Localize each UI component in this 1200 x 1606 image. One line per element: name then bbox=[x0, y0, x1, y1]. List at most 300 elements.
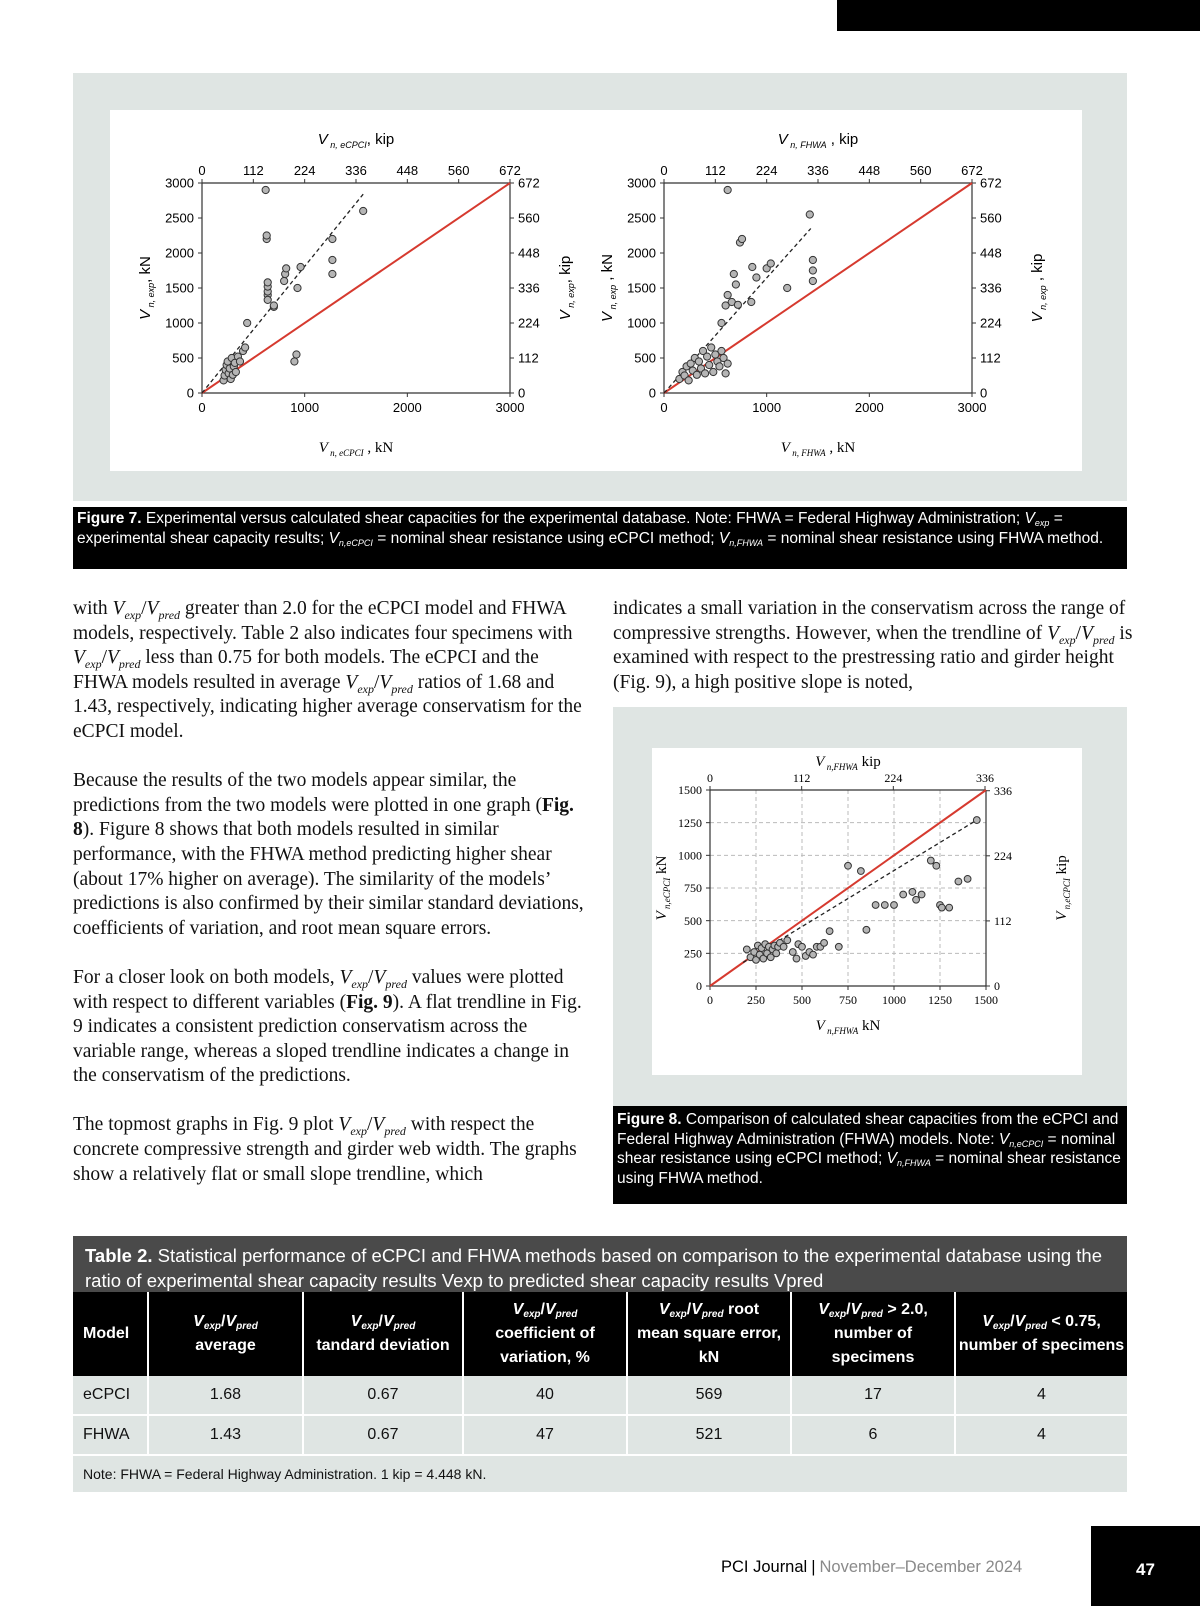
text: with bbox=[73, 598, 113, 619]
data-point bbox=[845, 862, 852, 869]
subscript: pred bbox=[236, 1321, 258, 1332]
page-number: 47 bbox=[1136, 1560, 1155, 1579]
data-point bbox=[821, 939, 828, 946]
subscript: pred bbox=[555, 1309, 578, 1320]
header-lt075 bbox=[955, 1292, 1127, 1376]
x-tick-label: 1250 bbox=[928, 993, 952, 1007]
text: average bbox=[195, 1337, 256, 1354]
data-point bbox=[973, 817, 980, 824]
table-2 bbox=[73, 1236, 1127, 1492]
cell-rmse: 569 bbox=[627, 1376, 791, 1415]
cell-gt2: 6 bbox=[791, 1415, 955, 1455]
symbol: V bbox=[1014, 1313, 1026, 1330]
y-tick-label: 2000 bbox=[165, 245, 194, 261]
axis-label-symbol: V bbox=[777, 131, 788, 148]
axis-label-unit: , kN bbox=[137, 256, 154, 283]
axis-label-subscript: n, exp bbox=[608, 284, 618, 312]
top-black-bar bbox=[837, 0, 1200, 31]
data-point bbox=[329, 270, 336, 277]
subscript: exp bbox=[992, 1321, 1011, 1332]
footer-separator: | bbox=[811, 1558, 816, 1576]
x2-tick-label: 0 bbox=[198, 163, 206, 178]
y2-tick-label: 560 bbox=[518, 210, 540, 226]
cell-model: FHWA bbox=[73, 1415, 148, 1455]
axis-label bbox=[815, 754, 880, 772]
data-point bbox=[767, 260, 774, 267]
subscript: exp bbox=[361, 1321, 379, 1332]
subscript: pred bbox=[1092, 632, 1115, 647]
text: tandard deviation bbox=[316, 1337, 450, 1354]
y-tick-label: 1500 bbox=[165, 280, 194, 296]
data-point bbox=[264, 296, 271, 303]
y-tick-label: 1250 bbox=[678, 815, 702, 830]
text: greater than 2.0 for the eCPCI model and FHWA models, respectively. Table 2 also indicates four specimens with bbox=[73, 598, 573, 644]
data-point bbox=[784, 937, 791, 944]
symbol: V bbox=[982, 1313, 993, 1330]
text: root bbox=[723, 1301, 760, 1318]
data-point bbox=[789, 949, 796, 956]
y-tick-label: 1000 bbox=[165, 315, 194, 331]
cell-average: 1.43 bbox=[148, 1415, 303, 1455]
subscript: exp bbox=[523, 1309, 541, 1320]
caption-subscript: n,FHWA bbox=[897, 1158, 931, 1168]
y-tick-label: 250 bbox=[684, 946, 702, 961]
data-point bbox=[933, 862, 940, 869]
figure-ref: Fig. 8 bbox=[73, 794, 574, 841]
x-tick-label: 3000 bbox=[957, 400, 987, 415]
subscript: pred bbox=[118, 657, 141, 672]
y-tick-label: 1000 bbox=[678, 848, 702, 863]
text: < 0.75, bbox=[1046, 1313, 1101, 1330]
axis-label bbox=[816, 1018, 881, 1036]
y-tick-label: 750 bbox=[684, 881, 702, 896]
caption-text: = nominal shear resistance using eCPCI method; bbox=[372, 529, 719, 547]
figure-7-label: Figure 7. bbox=[77, 510, 142, 527]
x2-tick-label: 336 bbox=[807, 163, 829, 178]
data-point bbox=[863, 926, 870, 933]
data-point bbox=[927, 857, 934, 864]
data-point bbox=[242, 344, 249, 351]
data-point bbox=[244, 319, 251, 326]
axis-label bbox=[654, 855, 672, 920]
data-point bbox=[701, 370, 708, 377]
subscript: pred bbox=[393, 1321, 416, 1332]
y2-tick-label: 672 bbox=[518, 175, 540, 191]
axis-label-unit: kN bbox=[858, 1018, 881, 1034]
axis-label-unit: , kip bbox=[1029, 253, 1046, 286]
chart-fhwa-vs-exp bbox=[572, 110, 1058, 471]
x2-tick-label: 448 bbox=[396, 163, 419, 178]
data-point bbox=[360, 207, 367, 214]
cell-cov: 40 bbox=[463, 1376, 627, 1415]
x-tick-label: 3000 bbox=[495, 400, 525, 415]
data-point bbox=[749, 263, 756, 270]
header-average bbox=[148, 1292, 303, 1376]
subscript: exp bbox=[124, 608, 142, 622]
axis-label bbox=[318, 131, 395, 150]
data-point bbox=[799, 943, 806, 950]
data-point bbox=[784, 284, 791, 291]
y2-tick-label: 560 bbox=[980, 210, 1002, 226]
data-point bbox=[857, 868, 864, 875]
paragraph bbox=[73, 1113, 593, 1187]
symbol: V bbox=[107, 647, 119, 669]
axis-label-subscript: n, exp bbox=[146, 282, 156, 310]
x2-tick-label: 112 bbox=[704, 163, 726, 178]
axis-label-unit: kip bbox=[857, 754, 881, 770]
symbol: V bbox=[545, 1301, 556, 1318]
figure-8-label: Figure 8. bbox=[617, 1111, 682, 1128]
symbol: V bbox=[339, 966, 352, 988]
right-column bbox=[613, 597, 1133, 720]
cell-cov: 47 bbox=[463, 1415, 627, 1455]
data-point bbox=[283, 265, 290, 272]
data-point bbox=[716, 363, 723, 370]
subscript: pred bbox=[385, 976, 407, 991]
cell-gt2: 17 bbox=[791, 1376, 955, 1415]
table-header-row bbox=[73, 1292, 1127, 1376]
caption-subscript: n,eCPCI bbox=[338, 537, 373, 548]
axis-label-symbol: V bbox=[654, 911, 670, 921]
x2-tick-label: 224 bbox=[884, 771, 903, 785]
data-point bbox=[724, 186, 731, 193]
data-point bbox=[236, 358, 243, 365]
text: / bbox=[367, 1114, 373, 1136]
text: / bbox=[373, 671, 380, 693]
axis-label bbox=[1029, 254, 1048, 323]
axis-label-symbol: V bbox=[557, 310, 574, 321]
symbol: V bbox=[372, 1114, 385, 1136]
y-tick-label: 500 bbox=[172, 350, 194, 366]
data-point bbox=[232, 368, 239, 375]
axis-label-unit: , kip bbox=[826, 131, 859, 148]
symbol: V bbox=[658, 1301, 670, 1318]
axis-label bbox=[778, 131, 859, 150]
data-point bbox=[773, 950, 780, 957]
subscript: pred bbox=[158, 608, 181, 622]
cell-std: 0.67 bbox=[303, 1415, 463, 1455]
y-tick-label: 500 bbox=[634, 350, 656, 366]
issue-date: November–December 2024 bbox=[819, 1558, 1023, 1576]
data-point bbox=[718, 347, 725, 354]
header-cov bbox=[463, 1292, 627, 1376]
data-point bbox=[835, 943, 842, 950]
y-tick-label: 2500 bbox=[627, 210, 656, 226]
text: mean square error, kN bbox=[636, 1325, 782, 1366]
axis-label-symbol: V bbox=[1054, 911, 1070, 921]
data-point bbox=[806, 211, 813, 218]
data-point bbox=[900, 891, 907, 898]
axis-label-unit: , kN bbox=[599, 254, 616, 285]
paragraph bbox=[73, 769, 593, 941]
data-point bbox=[704, 353, 711, 360]
data-point bbox=[872, 902, 879, 909]
axis-label-subscript: n,FHWA bbox=[824, 1026, 859, 1036]
axis-label-subscript: n, FHWA bbox=[789, 448, 826, 458]
symbol: V bbox=[1081, 622, 1093, 644]
x2-tick-label: 112 bbox=[792, 771, 811, 785]
data-point bbox=[264, 279, 271, 286]
table-row bbox=[73, 1376, 1127, 1415]
x-tick-label: 1000 bbox=[882, 993, 906, 1007]
x2-tick-label: 112 bbox=[242, 163, 264, 178]
axis-label-subscript: n,eCPCI bbox=[1062, 878, 1072, 912]
data-point bbox=[263, 232, 270, 239]
y2-tick-label: 0 bbox=[980, 385, 988, 401]
data-point bbox=[730, 270, 737, 277]
data-point bbox=[329, 256, 336, 263]
x-tick-label: 750 bbox=[839, 993, 857, 1007]
data-point bbox=[964, 875, 971, 882]
symbol: V bbox=[850, 1301, 862, 1318]
y2-tick-label: 112 bbox=[994, 914, 1012, 929]
figure-8-caption bbox=[613, 1106, 1127, 1204]
symbol: V bbox=[512, 1301, 524, 1318]
left-column bbox=[73, 597, 593, 1212]
subscript: pred bbox=[384, 1124, 406, 1139]
chart-ecpci-vs-fhwa bbox=[652, 748, 1082, 1075]
y-tick-label: 2500 bbox=[165, 210, 194, 226]
text: ratios of 1.68 and 1.43, respectively, indicating higher average conservatism for the eCPCI model. bbox=[73, 671, 582, 742]
header-std bbox=[303, 1292, 463, 1376]
data-point bbox=[826, 928, 833, 935]
table-2-note: Note: FHWA = Federal Highway Administration. 1 kip = 4.448 kN. bbox=[73, 1456, 1127, 1492]
subscript: exp bbox=[669, 1309, 687, 1320]
axis-label-unit: , kN bbox=[825, 440, 856, 456]
symbol: V bbox=[73, 647, 85, 669]
y2-tick-label: 336 bbox=[518, 280, 540, 296]
x2-tick-label: 672 bbox=[499, 163, 521, 178]
text: indicates a small variation in the conservatism across the range of compressive strengths. However, when the trendline of bbox=[613, 598, 1126, 644]
axis-label-symbol: V bbox=[137, 309, 154, 320]
table-2-label: Table 2. bbox=[85, 1245, 153, 1266]
cell-std: 0.67 bbox=[303, 1376, 463, 1415]
x-tick-label: 0 bbox=[198, 400, 206, 415]
equality-line bbox=[202, 183, 510, 393]
text: The topmost graphs in Fig. 9 plot bbox=[73, 1114, 339, 1136]
data-point bbox=[281, 277, 288, 284]
table-row bbox=[73, 1415, 1127, 1455]
x2-tick-label: 560 bbox=[447, 163, 470, 178]
data-point bbox=[706, 361, 713, 368]
cell-average: 1.68 bbox=[148, 1376, 303, 1415]
axis-label bbox=[599, 254, 618, 322]
chart-ecpci-vs-exp bbox=[110, 110, 596, 471]
symbol: V bbox=[112, 598, 125, 619]
text: / bbox=[846, 1301, 851, 1318]
x-tick-label: 2000 bbox=[392, 400, 422, 415]
x2-tick-label: 0 bbox=[660, 163, 668, 178]
axis-label-subscript: n, exp bbox=[1038, 285, 1048, 313]
text: / bbox=[368, 966, 374, 988]
text: > 2.0, bbox=[882, 1301, 928, 1318]
x2-tick-label: 336 bbox=[345, 163, 367, 178]
data-point bbox=[724, 360, 731, 367]
x2-tick-label: 0 bbox=[707, 771, 713, 785]
axis-label bbox=[319, 440, 394, 458]
axis-label-unit: kN bbox=[654, 855, 670, 878]
text: For a closer look on both models, bbox=[73, 966, 340, 988]
cell-rmse: 521 bbox=[627, 1415, 791, 1455]
text: / bbox=[378, 1313, 383, 1330]
axis-label-unit: , kN bbox=[363, 440, 394, 456]
data-point bbox=[780, 943, 787, 950]
symbol: V bbox=[146, 598, 159, 619]
data-point bbox=[710, 368, 717, 375]
text: / bbox=[540, 1301, 545, 1318]
x-tick-label: 2000 bbox=[854, 400, 884, 415]
y2-tick-label: 224 bbox=[980, 315, 1002, 331]
x2-tick-label: 336 bbox=[975, 771, 994, 785]
symbol: V bbox=[383, 1313, 394, 1330]
subscript: pred bbox=[1025, 1321, 1047, 1332]
data-point bbox=[955, 878, 962, 885]
paragraph bbox=[73, 966, 593, 1089]
data-point bbox=[732, 281, 739, 288]
data-point bbox=[695, 358, 702, 365]
text: number of specimens bbox=[831, 1325, 915, 1366]
header-rmse bbox=[627, 1292, 791, 1376]
y2-tick-label: 0 bbox=[518, 385, 526, 401]
text: / bbox=[141, 598, 147, 619]
symbol: V bbox=[345, 671, 358, 693]
y2-tick-label: 448 bbox=[518, 245, 540, 261]
footer bbox=[721, 1558, 1022, 1577]
y2-tick-label: 448 bbox=[980, 245, 1002, 261]
y2-tick-label: 112 bbox=[980, 350, 1001, 366]
text: / bbox=[686, 1301, 692, 1318]
symbol: V bbox=[373, 966, 386, 988]
x-tick-label: 1000 bbox=[290, 400, 320, 415]
caption-symbol: V bbox=[886, 1150, 898, 1167]
caption-subscript: n,eCPCI bbox=[1009, 1138, 1044, 1149]
data-point bbox=[809, 277, 816, 284]
x-tick-label: 1000 bbox=[752, 400, 782, 415]
axis-label-unit: kip bbox=[1054, 855, 1070, 879]
symbol: V bbox=[193, 1313, 204, 1330]
data-point bbox=[743, 946, 750, 953]
header-gt2 bbox=[791, 1292, 955, 1376]
data-point bbox=[294, 284, 301, 291]
x-tick-label: 0 bbox=[707, 993, 713, 1007]
caption-text: Comparison of calculated shear capacities from the eCPCI and Federal Highway Administration (FHWA) models. Note: bbox=[617, 1111, 1119, 1148]
subscript: exp bbox=[84, 657, 102, 672]
data-point bbox=[734, 301, 741, 308]
figure-7-caption bbox=[73, 507, 1127, 569]
y-tick-label: 2000 bbox=[627, 245, 656, 261]
figure-7-plots bbox=[110, 110, 1082, 471]
axis-label-symbol: V bbox=[815, 1018, 825, 1034]
subscript: exp bbox=[1058, 632, 1076, 647]
data-point bbox=[913, 896, 920, 903]
symbol: V bbox=[338, 1114, 351, 1136]
axis-label bbox=[137, 256, 156, 320]
subscript: exp bbox=[357, 681, 374, 696]
subscript: exp bbox=[351, 976, 369, 991]
symbol: V bbox=[225, 1313, 237, 1330]
x-tick-label: 500 bbox=[793, 993, 811, 1007]
y-tick-label: 1500 bbox=[678, 783, 702, 798]
text: Because the results of the two models appear similar, the predictions from the two models were plotted in one graph ( bbox=[73, 770, 542, 816]
y-tick-label: 3000 bbox=[165, 175, 194, 191]
text: less than 0.75 for both models. The eCPCI and the FHWA models resulted in average bbox=[73, 647, 539, 693]
x-tick-label: 1500 bbox=[974, 993, 998, 1007]
cell-lt075: 4 bbox=[955, 1376, 1127, 1415]
caption-symbol: V bbox=[1024, 510, 1035, 527]
x2-tick-label: 448 bbox=[858, 163, 881, 178]
data-point bbox=[724, 291, 731, 298]
text: / bbox=[221, 1313, 226, 1330]
subscript: exp bbox=[350, 1124, 367, 1139]
data-point bbox=[685, 377, 692, 384]
caption-symbol: V bbox=[718, 529, 730, 547]
caption-symbol: V bbox=[998, 1130, 1010, 1148]
caption-text: = nominal shear resistance using eCPCI method; bbox=[617, 1130, 1116, 1167]
figure-8-plot bbox=[652, 748, 1082, 1075]
data-point bbox=[718, 319, 725, 326]
header-model: Model bbox=[73, 1292, 148, 1376]
axis-label-subscript: n, eCPCI bbox=[327, 448, 364, 458]
axis-label-symbol: V bbox=[599, 311, 616, 322]
figure-ref: Fig. 9 bbox=[346, 991, 393, 1013]
symbol: V bbox=[350, 1313, 362, 1330]
data-point bbox=[793, 955, 800, 962]
y2-tick-label: 336 bbox=[980, 280, 1002, 296]
table-2-title-text: Statistical performance of eCPCI and FHWA methods based on comparison to the experimental database using the ratio of experimental shear capacity results Vexp to predicted shear capacity results Vpred bbox=[85, 1245, 1103, 1291]
text: values were plotted with respect to different variables ( bbox=[73, 966, 564, 1013]
text: / bbox=[1010, 1313, 1015, 1330]
table-2-title bbox=[73, 1236, 1127, 1292]
subscript: exp bbox=[203, 1321, 222, 1332]
data-point bbox=[722, 370, 729, 377]
text: is examined with respect to the prestressing ratio and girder height (Fig. 9), a high positive slope is noted, bbox=[613, 622, 1133, 693]
y-tick-label: 3000 bbox=[627, 175, 656, 191]
text: ). Figure 8 shows that both models resulted in similar performance, with the FHWA method predicting higher shear (about 17% higher on average). The similarity of the models’ predictions is also confirmed by their similar standard deviations, coefficients of variation, and root mean square errors. bbox=[73, 819, 584, 939]
cell-lt075: 4 bbox=[955, 1415, 1127, 1455]
paragraph bbox=[73, 597, 593, 745]
data-point bbox=[946, 904, 953, 911]
axis-label-subscript: n, FHWA bbox=[787, 140, 827, 150]
subscript: pred bbox=[701, 1309, 724, 1320]
axis-label-subscript: n, eCPCI bbox=[327, 140, 367, 150]
caption-text: = nominal shear resistance using FHWA method. bbox=[617, 1150, 1121, 1187]
axis-label-symbol: V bbox=[317, 131, 328, 148]
data-point bbox=[748, 298, 755, 305]
symbol: V bbox=[1047, 622, 1059, 644]
x2-tick-label: 672 bbox=[961, 163, 983, 178]
data-point bbox=[738, 235, 745, 242]
y2-tick-label: 336 bbox=[994, 783, 1012, 798]
y2-tick-label: 224 bbox=[994, 849, 1012, 864]
data-point bbox=[810, 951, 817, 958]
axis-label bbox=[1054, 855, 1072, 921]
cell-model: eCPCI bbox=[73, 1376, 148, 1415]
y2-tick-label: 112 bbox=[518, 350, 539, 366]
symbol: V bbox=[379, 671, 392, 693]
data-point bbox=[891, 902, 898, 909]
paragraph bbox=[613, 597, 1133, 695]
data-point bbox=[270, 302, 277, 309]
data-point bbox=[329, 235, 336, 242]
axis-label bbox=[781, 440, 856, 458]
data-point bbox=[881, 902, 888, 909]
data-point bbox=[938, 904, 945, 911]
y-tick-label: 500 bbox=[684, 913, 702, 928]
data-point bbox=[918, 891, 925, 898]
data-point bbox=[291, 358, 298, 365]
axis-label-symbol: V bbox=[780, 440, 790, 456]
text: ). A flat trendline in Fig. 9 indicates a consistent prediction conservatism across the variable range, whereas a sloped trendline indicates a change in the conservatism of the predictions. bbox=[73, 991, 582, 1087]
